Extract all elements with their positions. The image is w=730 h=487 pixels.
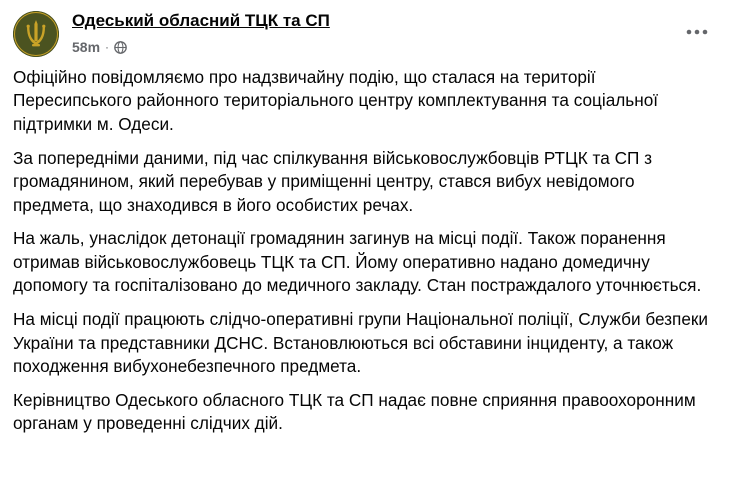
post-paragraph: Офіційно повідомляємо про надзвичайну подію, що сталася на території Пересипського районного територіального центру комплектування та соціальної підтримки м. Одеси. xyxy=(13,67,659,134)
post-paragraph: За попередніми даними, під час спілкування військовослужбовців РТЦК та СП з громадянином, який перебував у приміщенні центру, стався вибух невідомого предмета, що знаходився в його особистих речах. xyxy=(13,147,652,215)
globe-icon[interactable] xyxy=(114,41,127,54)
post-meta xyxy=(72,37,127,57)
post-author-link[interactable]: Одеський обласний ТЦК та СП xyxy=(72,11,330,30)
meta-separator: · xyxy=(105,40,110,54)
emblem-icon xyxy=(13,11,59,57)
more-options-icon xyxy=(686,29,708,35)
post-paragraph: Керівництво Одеського обласного ТЦК та СП надає повне сприяння правоохоронним органам у проведенні слідчих дій. xyxy=(13,389,696,434)
post-body xyxy=(13,66,713,446)
more-options-button[interactable] xyxy=(680,17,714,47)
page-avatar[interactable] xyxy=(13,11,59,57)
post-timestamp[interactable]: 58m xyxy=(72,39,101,55)
post-paragraph: На жаль, унаслідок детонації громадянин загинув на місці події. Також поранення отримав військовослужбовець ТЦК та СП. Йому оперативно надано домедичну допомогу та госпіталізовано до медичного закладу. Стан постраждалого уточнюється. xyxy=(13,228,702,296)
post-paragraph: На місці події працюють слідчо-оперативні групи Національної поліції, Служби безпеки України та представники ДСНС. Встановлюються всі обставини інциденту, а також походження вибухонебезпечного предмета. xyxy=(13,309,709,376)
